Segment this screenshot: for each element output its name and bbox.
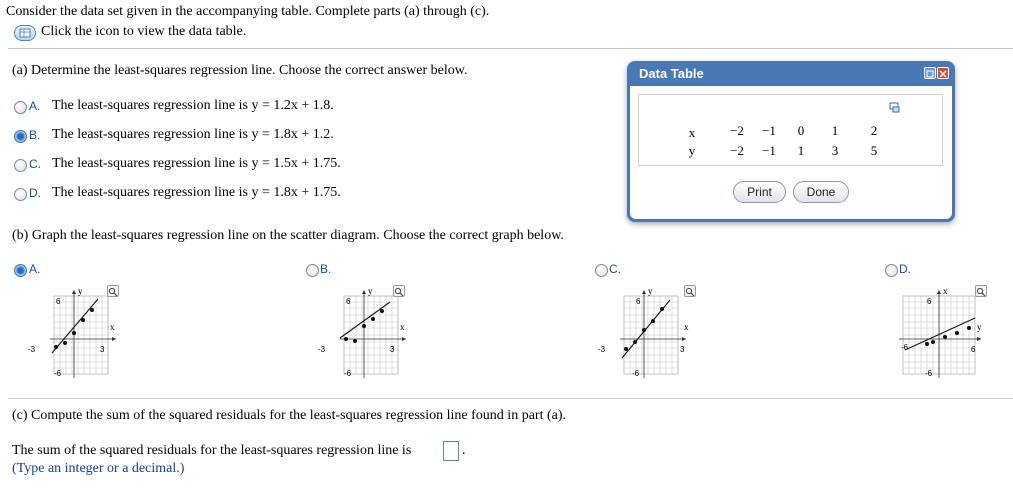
graph-a — [28, 282, 138, 382]
option-letter: D. — [899, 262, 911, 276]
x-max-label: 3 — [390, 345, 395, 354]
data-point — [344, 337, 348, 341]
y-min-label: -6 — [344, 369, 352, 378]
y-value: 5 — [870, 143, 878, 158]
x-value: 1 — [831, 123, 839, 138]
y-row-label: y — [688, 143, 696, 158]
table-icon[interactable] — [14, 25, 36, 41]
part-a-question: (a) Determine the least-squares regression line. Choose the correct answer below. — [12, 63, 468, 78]
data-point — [353, 339, 357, 343]
zoom-icon[interactable] — [107, 285, 119, 297]
radio-button[interactable] — [14, 159, 27, 172]
data-point — [642, 328, 646, 332]
option-letter: A. — [29, 99, 41, 113]
data-point — [925, 342, 929, 346]
zoom-icon[interactable] — [975, 285, 987, 297]
instruction-text: Consider the data set given in the accompanying table. Complete parts (a) through (c). — [6, 4, 490, 19]
y-axis-label: y — [648, 286, 653, 296]
header-divider — [8, 48, 1013, 49]
data-point — [63, 341, 67, 345]
x-axis-label: x — [684, 322, 689, 332]
close-icon — [938, 69, 948, 79]
radio-button[interactable] — [14, 188, 27, 201]
option-text: The least-squares regression line is y = 1.5x + 1.75. — [52, 156, 341, 171]
option-text: The least-squares regression line is y = 1.2x + 1.8. — [52, 98, 334, 113]
icon-instruction-text: Click the icon to view the data table. — [41, 24, 247, 39]
regression-line — [905, 318, 975, 350]
answer-hint: (Type an integer or a decimal.) — [12, 461, 185, 476]
data-point — [633, 340, 637, 344]
close-button[interactable] — [937, 67, 949, 79]
data-point — [90, 308, 94, 312]
data-table-dialog — [627, 61, 955, 222]
x-max-label: 6 — [971, 345, 976, 354]
y-value: 3 — [831, 143, 839, 158]
zoom-icon[interactable] — [393, 285, 405, 297]
x-max-label: 3 — [100, 345, 105, 354]
option-text: The least-squares regression line is y = 1.8x + 1.75. — [52, 185, 341, 200]
part-b-question: (b) Graph the least-squares regression line on the scatter diagram. Choose the correct graph below. — [12, 228, 564, 243]
y-axis-label: y — [368, 286, 373, 296]
minimize-button[interactable] — [924, 67, 936, 79]
y-min-label: -6 — [632, 369, 640, 378]
x-value: −2 — [730, 123, 744, 138]
option-letter: C. — [29, 157, 41, 171]
x-axis-label: y — [977, 322, 982, 332]
dialog-title: Data Table — [639, 66, 704, 81]
data-point — [362, 324, 366, 328]
x-max-label: 3 — [680, 345, 685, 354]
option-letter: B. — [29, 128, 41, 142]
radio-button[interactable] — [306, 264, 319, 277]
y-max-label: 6 — [56, 297, 61, 306]
zoom-icon[interactable] — [684, 285, 696, 297]
x-axis-label: x — [110, 322, 115, 332]
option-text: The least-squares regression line is y = 1.8x + 1.2. — [52, 127, 334, 142]
radio-button-selected[interactable] — [14, 130, 27, 143]
x-value: −1 — [762, 123, 776, 138]
part-c-question: (c) Compute the sum of the squared residuals for the least-squares regression line found in part (a). — [12, 408, 566, 423]
data-point — [660, 307, 664, 311]
data-point — [624, 347, 628, 351]
x-min-label: -3 — [28, 345, 36, 354]
x-value: 0 — [797, 123, 805, 138]
data-point — [72, 331, 76, 335]
y-max-label: 6 — [636, 297, 641, 306]
option-letter: D. — [29, 186, 41, 200]
y-max-label: 6 — [927, 297, 932, 306]
data-point — [54, 345, 58, 349]
option-letter: B. — [320, 262, 332, 276]
regression-line — [340, 302, 390, 338]
data-point — [81, 318, 85, 322]
graph-b — [318, 282, 428, 382]
radio-button[interactable] — [14, 101, 27, 114]
data-point — [943, 335, 947, 339]
y-value: 1 — [797, 143, 805, 158]
data-point — [651, 319, 655, 323]
data-point — [371, 317, 375, 321]
print-button[interactable]: Print — [733, 181, 786, 203]
radio-button[interactable] — [885, 264, 898, 277]
data-table — [638, 94, 943, 166]
data-point — [380, 309, 384, 313]
part-c-divider — [8, 398, 1013, 399]
x-row-label: x — [688, 125, 696, 140]
grid — [624, 296, 678, 374]
done-button[interactable]: Done — [793, 181, 849, 203]
x-value: 2 — [870, 123, 878, 138]
x-min-label: -3 — [598, 345, 606, 354]
regression-line — [52, 299, 98, 353]
radio-button-selected[interactable] — [14, 264, 27, 277]
x-min-label: -6 — [901, 343, 909, 352]
radio-button[interactable] — [595, 264, 608, 277]
option-letter: C. — [609, 262, 621, 276]
x-min-label: -3 — [318, 345, 326, 354]
option-letter: A. — [29, 262, 41, 276]
grid — [344, 296, 398, 374]
data-point — [931, 340, 935, 344]
answer-prompt: The sum of the squared residuals for the least-squares regression line is — [12, 443, 412, 458]
x-axis-label: x — [400, 322, 405, 332]
data-point — [967, 326, 971, 330]
grid — [54, 296, 108, 374]
y-min-label: -6 — [925, 369, 933, 378]
y-max-label: 6 — [346, 297, 351, 306]
y-axis-label: x — [943, 286, 948, 296]
y-value: −1 — [762, 143, 776, 158]
y-axis-label: y — [78, 286, 83, 296]
y-min-label: -6 — [54, 369, 62, 378]
answer-input[interactable] — [443, 441, 459, 461]
data-point — [955, 331, 959, 335]
dialog-body — [630, 86, 952, 219]
answer-period: . — [462, 443, 466, 458]
y-value: −2 — [730, 143, 744, 158]
